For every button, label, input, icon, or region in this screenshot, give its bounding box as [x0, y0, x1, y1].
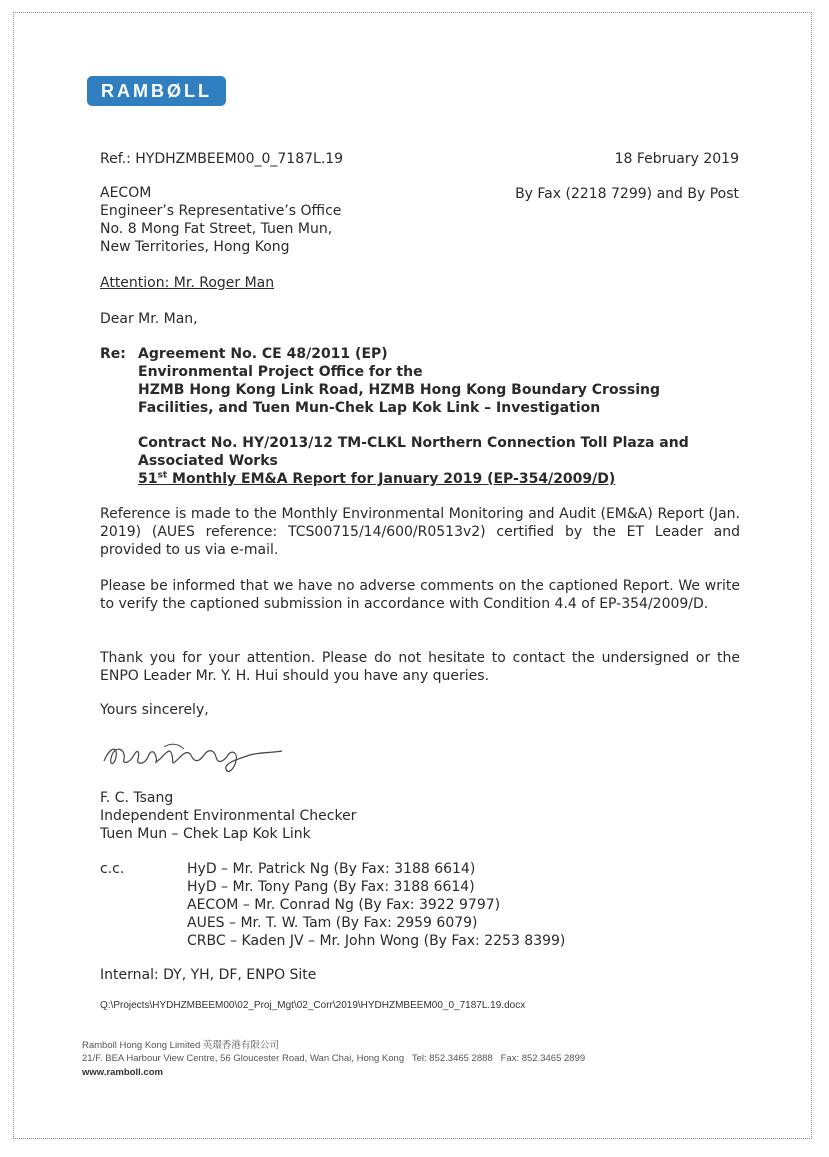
report-title: [138, 470, 689, 488]
re-line: HZMB Hong Kong Link Road, HZMB Hong Kong Boundary Crossing: [138, 382, 661, 398]
reference-number: Ref.: HYDHZMBEEM00_0_7187L.19: [100, 151, 344, 167]
closing: Yours sincerely,: [100, 702, 209, 718]
internal-distribution: Internal: DY, YH, DF, ENPO Site: [100, 967, 317, 983]
re-line: Environmental Project Office for the: [138, 364, 423, 380]
footer-website: www.ramboll.com: [82, 1067, 163, 1078]
cc-item: AECOM – Mr. Conrad Ng (By Fax: 3922 9797): [187, 897, 501, 913]
report-number: 51: [138, 471, 158, 487]
delivery-method: By Fax (2218 7299) and By Post: [515, 186, 739, 202]
footer-company: Ramboll Hong Kong Limited 英環香港有限公司: [82, 1040, 279, 1051]
recipient-line: AECOM: [100, 185, 152, 201]
report-title-text: Monthly EM&A Report for January 2019 (EP-354/2009/D): [167, 471, 616, 487]
ramboll-logo: RAMBØLL: [87, 76, 226, 106]
re-label: Re:: [100, 346, 126, 362]
signer-name: F. C. Tsang: [100, 790, 174, 806]
contract-line: Associated Works: [138, 453, 278, 469]
contract-subject: [138, 434, 689, 488]
cc-label: c.c.: [100, 861, 125, 877]
contract-line: Contract No. HY/2013/12 TM-CLKL Northern Connection Toll Plaza and: [138, 435, 689, 451]
signer-project: Tuen Mun – Chek Lap Kok Link: [100, 826, 311, 842]
recipient-address: [100, 184, 341, 256]
re-line: Facilities, and Tuen Mun-Chek Lap Kok Link – Investigation: [138, 400, 601, 416]
cc-item: HyD – Mr. Tony Pang (By Fax: 3188 6614): [187, 879, 475, 895]
recipient-line: New Territories, Hong Kong: [100, 239, 290, 255]
footer-address: 21/F. BEA Harbour View Centre, 56 Gloucester Road, Wan Chai, Hong Kong: [82, 1053, 405, 1064]
re-line: Agreement No. CE 48/2011 (EP): [138, 346, 388, 362]
paragraph-thanks: Thank you for your attention. Please do not hesitate to contact the undersigned or the ENPO Leader Mr. Y. H. Hui should you have any queries.: [100, 650, 740, 684]
salutation: Dear Mr. Man,: [100, 311, 198, 327]
file-path: Q:\Projects\HYDHZMBEEM00\02_Proj_Mgt\02_Corr\2019\HYDHZMBEEM00_0_7187L.19.docx: [100, 1000, 526, 1011]
signature: [100, 735, 285, 780]
footer-contact: [82, 1053, 585, 1064]
footer-tel: Tel: 852.3465 2888: [411, 1053, 493, 1064]
letter-date: 18 February 2019: [614, 151, 739, 167]
cc-item: HyD – Mr. Patrick Ng (By Fax: 3188 6614): [187, 861, 476, 877]
cc-list: [187, 860, 565, 950]
re-subject: [138, 345, 660, 417]
paragraph-reference: Reference is made to the Monthly Environmental Monitoring and Audit (EM&A) Report (Jan. 2019) (AUES reference: TCS00715/14/600/R0513v2) certified by the ET Leader and provided to us via e-mail.: [100, 506, 740, 558]
footer-fax: Fax: 852.3465 2899: [500, 1053, 586, 1064]
report-ordinal: st: [157, 470, 168, 481]
paragraph-comments: Please be informed that we have no adverse comments on the captioned Report. We write to verify the captioned submission in accordance with Condition 4.4 of EP-354/2009/D.: [100, 578, 740, 612]
recipient-line: No. 8 Mong Fat Street, Tuen Mun,: [100, 221, 333, 237]
cc-item: CRBC – Kaden JV – Mr. John Wong (By Fax: 2253 8399): [187, 933, 566, 949]
signer-block: [100, 789, 356, 843]
signer-title: Independent Environmental Checker: [100, 808, 357, 824]
attention-line: Attention: Mr. Roger Man: [100, 275, 275, 291]
recipient-line: Engineer’s Representative’s Office: [100, 203, 342, 219]
cc-item: AUES – Mr. T. W. Tam (By Fax: 2959 6079): [187, 915, 478, 931]
